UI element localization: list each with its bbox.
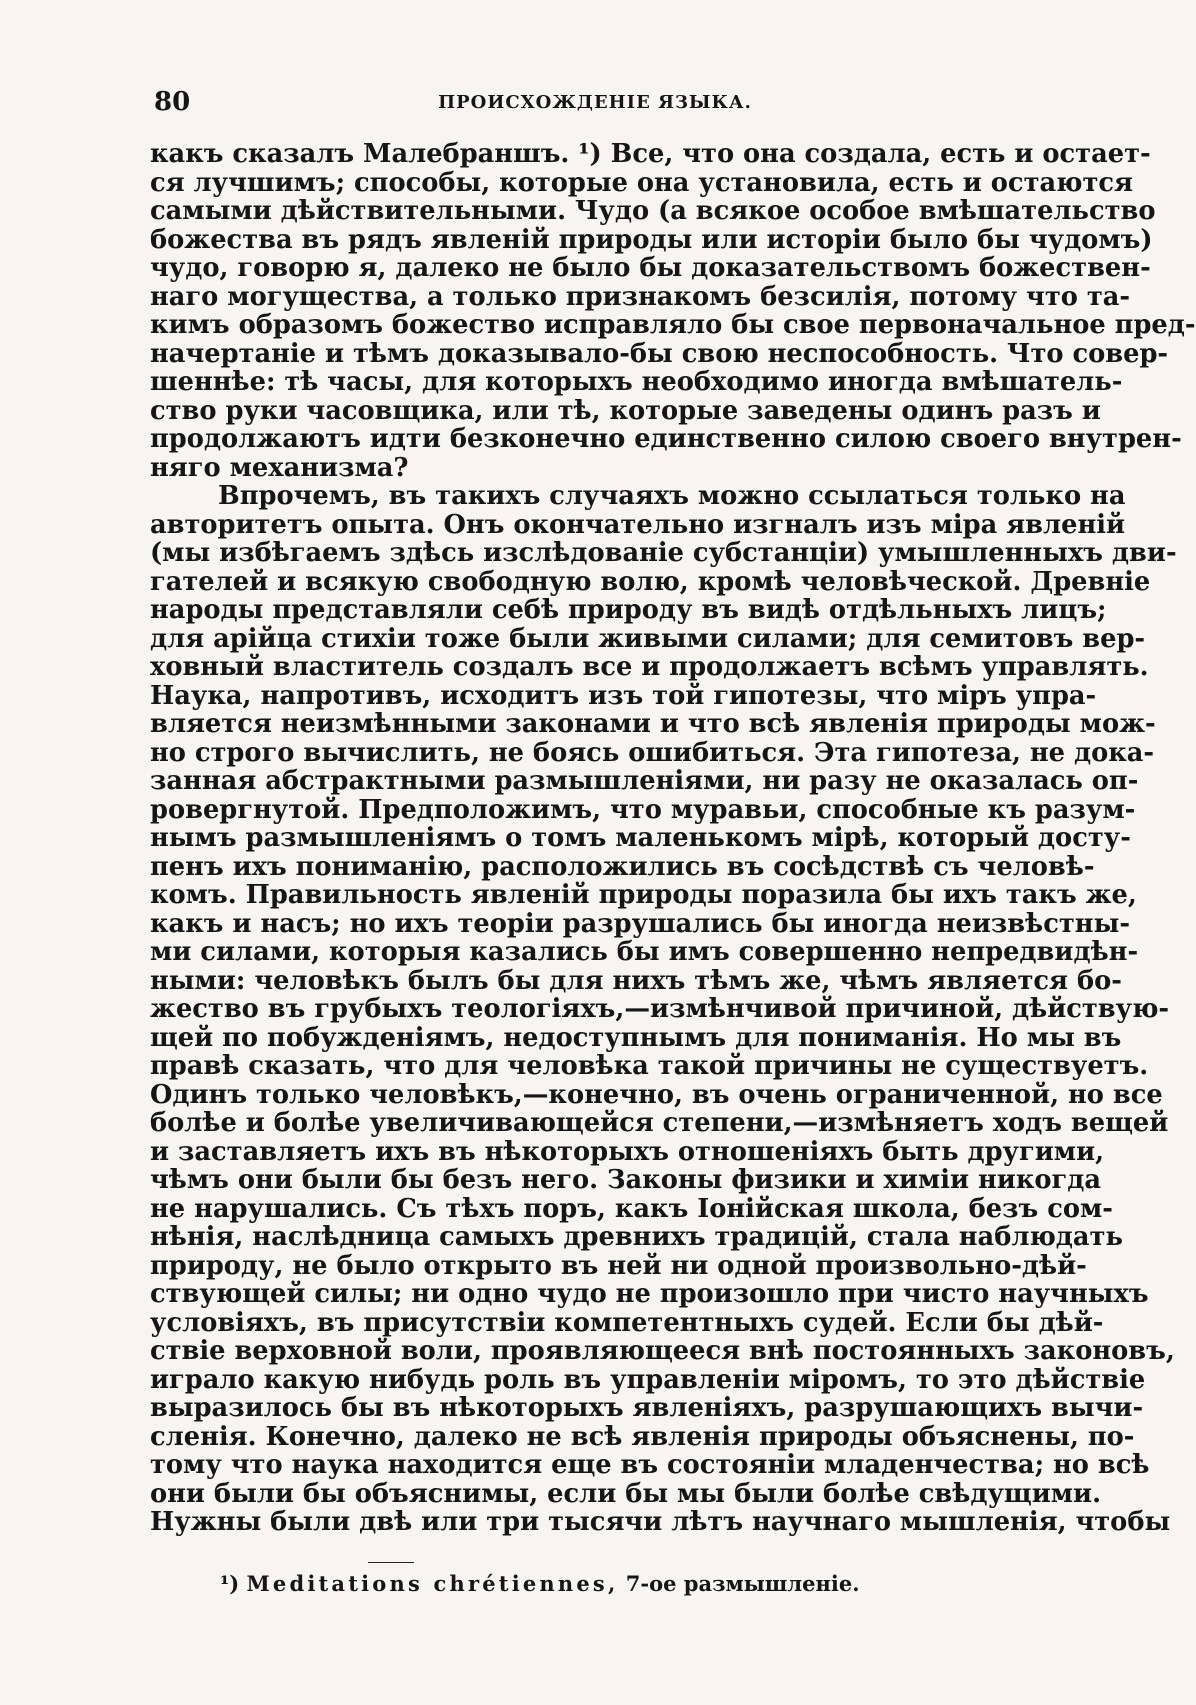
text-line: нымъ размышленіямъ о томъ маленькомъ мірѣ, который досту-	[150, 823, 1131, 853]
text-line: Впрочемъ, въ такихъ случаяхъ можно ссылаться только на	[218, 481, 1126, 511]
text-line: ными: человѣкъ былъ бы для нихъ тѣмъ же, чѣмъ является бо-	[150, 965, 1122, 996]
text-line: сленія. Конечно, далеко не всѣ явленія природы объяснены, по-	[150, 1421, 1135, 1452]
text-line: для арійца стихіи тоже были живыми силами; для семитовъ вер-	[150, 623, 1146, 654]
text-line: божества въ рядъ явленій природы или исторіи было бы чудомъ)	[150, 224, 1153, 255]
text-line: нѣнія, наслѣдница самыхъ древнихъ традицій, стала наблюдать	[150, 1222, 1123, 1252]
text-line: какъ и насъ; но ихъ теоріи разрушались бы иногда неизвѣстны-	[150, 908, 1130, 939]
text-line: выразилось бы въ нѣкоторыхъ явленіяхъ, разрушающихъ вычи-	[150, 1393, 1144, 1423]
text-line: комъ. Правильность явленій природы поразила бы ихъ такъ же,	[150, 880, 1137, 910]
text-line: продолжаютъ идти безконечно единственно силою своего внутрен-	[150, 424, 1182, 454]
text-line: ствіе верховной воли, проявляющееся внѣ постоянныхъ законовъ,	[150, 1336, 1175, 1366]
text-line: щей по побужденіямъ, недоступнымъ для пониманія. Но мы въ	[150, 1022, 1122, 1053]
page-number: 80	[154, 87, 191, 117]
text-line: ми силами, которыя казались бы имъ совершенно непредвидѣн-	[150, 937, 1139, 967]
paragraph-2	[150, 481, 1177, 1537]
text-line: пенъ ихъ пониманію, расположились въ сосѣдствѣ съ человѣ-	[150, 851, 1095, 882]
text-line: няго механизма?	[150, 452, 409, 483]
text-line: авторитетъ опыта. Онъ окончательно изгналъ изъ міра явленій	[150, 509, 1126, 540]
text-line: шеннѣе: тѣ часы, для которыхъ необходимо иногда вмѣшатель-	[150, 367, 1123, 397]
paragraph-1	[150, 139, 1196, 483]
running-title: ПРОИСХОЖДЕНІЕ ЯЗЫКА.	[438, 92, 752, 113]
text-line: занная абстрактными размышленіями, ни разу не оказалась оп-	[150, 766, 1139, 796]
text-line: (мы избѣгаемъ здѣсь изслѣдованіе субстанціи) умышленныхъ дви-	[150, 538, 1177, 568]
text-line: Нужны были двѣ или три тысячи лѣтъ научнаго мышленія, чтобы	[150, 1507, 1171, 1537]
text-line: самыми дѣйствительными. Чудо (а всякое особое вмѣшательство	[150, 196, 1156, 226]
text-line: играло какую нибудь роль въ управленіи міромъ, то это дѣйствіе	[150, 1364, 1146, 1395]
text-line: ровергнутой. Предположимъ, что муравьи, способные къ разум-	[150, 794, 1136, 825]
text-line: ся лучшимъ; способы, которые она установила, есть и остаются	[150, 167, 1133, 198]
text-line: народы представляли себѣ природу въ видѣ отдѣльныхъ лицъ;	[150, 595, 1107, 625]
text-line: начертаніе и тѣмъ доказывало-бы свою неспособность. Что совер-	[150, 338, 1169, 369]
text-line: не нарушались. Съ тѣхъ поръ, какъ Іонійская школа, безъ сом-	[150, 1193, 1113, 1224]
footnote-marker: ¹)	[220, 1571, 240, 1596]
text-line: вляется неизмѣнными законами и что всѣ явленія природы мож-	[150, 709, 1156, 739]
footnote-title: Meditations chrétiennes,	[246, 1571, 619, 1596]
text-line: наго могущества, а только признакомъ безсилія, потому что та-	[150, 281, 1131, 312]
text-line: условіяхъ, въ присутствіи компетентныхъ судей. Если бы дѣй-	[150, 1307, 1104, 1338]
text-line: и заставляетъ ихъ въ нѣкоторыхъ отношеніяхъ быть другими,	[150, 1136, 1105, 1167]
text-line: тому что наука находится еще въ состояніи младенчества; но всѣ	[150, 1450, 1150, 1480]
text-line: ство руки часовщика, или тѣ, которые заведены одинъ разъ и	[150, 395, 1101, 426]
footnote-divider	[368, 1562, 414, 1563]
text-line: кимъ образомъ божество исправляло бы свое первоначальное пред-	[150, 310, 1196, 340]
text-line: правѣ сказать, что для человѣка такой причины не существуетъ.	[150, 1051, 1149, 1081]
text-line: они были бы объяснимы, если бы мы были болѣе свѣдущими.	[150, 1478, 1102, 1509]
footnote-rest: 7-ое размышленіе.	[625, 1571, 860, 1596]
text-line: жество въ грубыхъ теологіяхъ,—измѣнчивой причиной, дѣйствую-	[150, 994, 1170, 1024]
text-line: но строго вычислить, не боясь ошибиться. Эта гипотеза, не дока-	[150, 737, 1155, 768]
text-line: гателей и всякую свободную волю, кромѣ человѣческой. Древніе	[150, 566, 1151, 597]
footnote	[220, 1570, 1040, 1598]
text-line: Одинъ только человѣкъ,—конечно, въ очень ограниченной, но все	[150, 1079, 1163, 1110]
text-line: ствующей силы; ни одно чудо не произошло при чисто научныхъ	[150, 1279, 1149, 1309]
text-line: болѣе и болѣе увеличивающейся степени,—измѣняетъ ходъ вещей	[150, 1108, 1169, 1138]
text-line: природу, не было открыто въ ней ни одной произвольно-дѣй-	[150, 1250, 1087, 1281]
text-line: ховный властитель создалъ все и продолжаетъ всѣмъ управлять.	[150, 652, 1149, 682]
page-header	[150, 86, 1040, 126]
text-line: чѣмъ они были бы безъ него. Законы физики и химіи никогда	[150, 1165, 1102, 1195]
text-line: какъ сказалъ Малебраншъ. ¹) Все, что она создала, есть и остает-	[150, 139, 1151, 169]
body-text	[150, 139, 1196, 1537]
text-line: чудо, говорю я, далеко не было бы доказательствомъ божествен-	[150, 253, 1151, 283]
text-line: Наука, напротивъ, исходитъ изъ той гипотезы, что міръ упра-	[150, 680, 1097, 711]
